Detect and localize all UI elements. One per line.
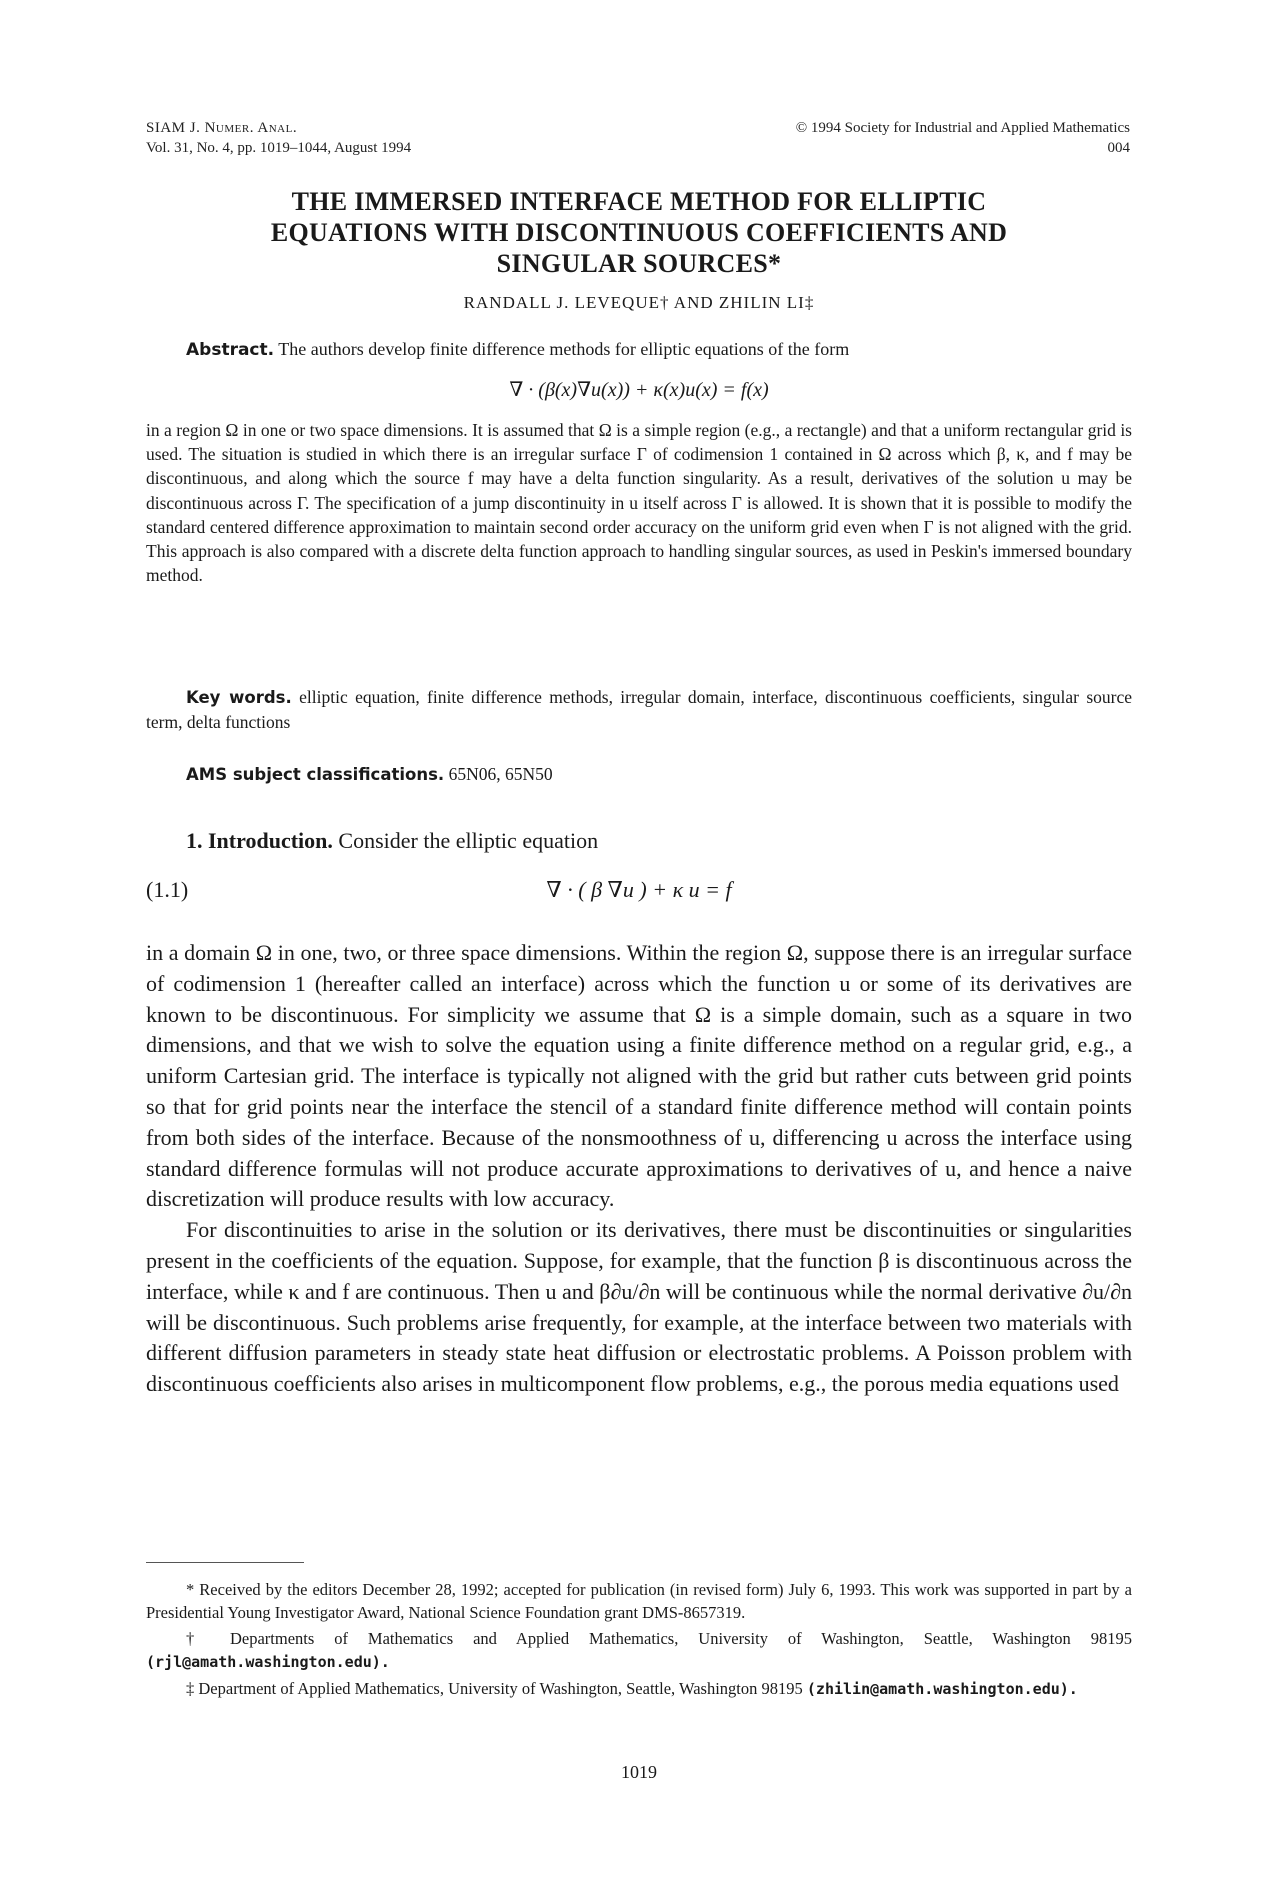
abstract-body: in a region Ω in one or two space dimensions. It is assumed that Ω is a simple region (e.g., a rectangle) and that a uniform rectangular grid is used. The situation is studied in which there is an irregular surface Γ of codimension 1 contained in Ω across which β, κ, and f may be discontinuous, and along which the source f may have a delta function singularity. As a result, derivatives of the solution u may be discontinuous across Γ. The specification of a jump discontinuity in u itself across Γ is allowed. It is shown that it is possible to modify the standard centered difference approximation to maintain second order accuracy on the uniform grid even when Γ is not aligned with the grid. This approach is also compared with a discrete delta function approach to handling singular sources, as used in Peskin's immersed boundary method. (146, 420, 1132, 586)
abstract-label: Abstract. (186, 340, 275, 360)
ams-text: 65N06, 65N50 (448, 764, 553, 784)
paragraph-1: in a domain Ω in one, two, or three space dimensions. Within the region Ω, suppose there is an irregular surface of codimension 1 (hereafter called an interface) across which the function u or some of its derivatives are known to be discontinuous. For simplicity we assume that Ω is a simple domain, such as a square in two dimensions, and that we wish to solve the equation using a finite difference method on a regular grid, e.g., a uniform Cartesian grid. The interface is typically not aligned with the grid but rather cuts between grid points so that for grid points near the interface the stencil of a standard finite difference method will contain points from both sides of the interface. Because of the nonsmoothness of u, differencing u across the interface using standard difference formulas will not produce accurate approximations to derivatives of u, and hence a naive discretization will produce results with low accuracy. (146, 940, 1132, 1212)
author-line: RANDALL J. LEVEQUE† AND ZHILIN LI‡ (463, 293, 815, 312)
article-code: 004 (1107, 140, 1130, 156)
title-line-1: THE IMMERSED INTERFACE METHOD FOR ELLIPTIC (291, 187, 987, 216)
footnote-2-email: (rjl@amath.washington.edu). (146, 1653, 390, 1671)
equation-number: (1.1) (146, 877, 189, 902)
section-body (146, 938, 1132, 1400)
title-line-3: SINGULAR SOURCES* (496, 249, 782, 278)
footnotes (146, 1578, 1132, 1704)
footnote-3-text: ‡ Department of Applied Mathematics, University of Washington, Seattle, Washington 98195 (186, 1679, 803, 1698)
journal-volume: Vol. 31, No. 4, pp. 1019–1044, August 1994 (146, 140, 412, 156)
keywords-text: elliptic equation, finite difference methods, irregular domain, interface, discontinuous coefficients, singular source term, delta functions (146, 687, 1133, 732)
copyright-notice: © 1994 Society for Industrial and Applied Mathematics (795, 120, 1130, 136)
keywords (146, 685, 1132, 734)
equation-body: ∇ · ( β ∇u ) + κ u = f (546, 877, 732, 902)
footnote-2 (146, 1627, 1132, 1674)
ams-classifications (146, 762, 1132, 787)
footnote-3-email: (zhilin@amath.washington.edu). (806, 1680, 1078, 1698)
abstract-equation: ∇ · (β(x)∇u(x)) + κ(x)u(x) = f(x) (509, 379, 769, 401)
section-lead: Consider the elliptic equation (338, 828, 599, 853)
footnote-rule (146, 1562, 304, 1563)
section-heading (186, 826, 598, 856)
footnote-3 (146, 1677, 1132, 1701)
journal-header-right (796, 118, 1130, 158)
page-number: 1019 (621, 1762, 657, 1782)
journal-name: SIAM J. Numer. Anal. (146, 120, 298, 136)
footnote-1: * Received by the editors December 28, 1992; accepted for publication (in revised form) July 6, 1993. This work was supported in part by a Presidential Young Investigator Award, National Science Foundation grant DMS-8657319. (146, 1580, 1132, 1622)
section-title: 1. Introduction. (186, 828, 333, 853)
paper-title (146, 186, 1132, 279)
abstract-intro (146, 337, 1132, 362)
keywords-label: Key words. (186, 688, 292, 707)
footnote-2-text: † Departments of Mathematics and Applied Mathematics, University of Washington, Seattle, Washington 98195 (186, 1629, 1132, 1648)
paragraph-2: For discontinuities to arise in the solution or its derivatives, there must be discontinuities or singularities present in the coefficients of the equation. Suppose, for example, that the function β is discontinuous across the interface, while κ and f are continuous. Then u and β∂u/∂n will be continuous while the normal derivative ∂u/∂n will be discontinuous. Such problems arise frequently, for example, at the interface between two materials with different diffusion parameters in steady state heat diffusion or electrostatic problems. A Poisson problem with discontinuous coefficients also arises in multicomponent flow problems, e.g., the porous media equations used (146, 1217, 1132, 1397)
abstract-intro-text: The authors develop finite difference methods for elliptic equations of the form (278, 339, 850, 359)
title-line-2: EQUATIONS WITH DISCONTINUOUS COEFFICIENTS AND (270, 218, 1008, 247)
journal-header-left (146, 118, 411, 158)
ams-label: AMS subject classifications. (186, 765, 445, 784)
